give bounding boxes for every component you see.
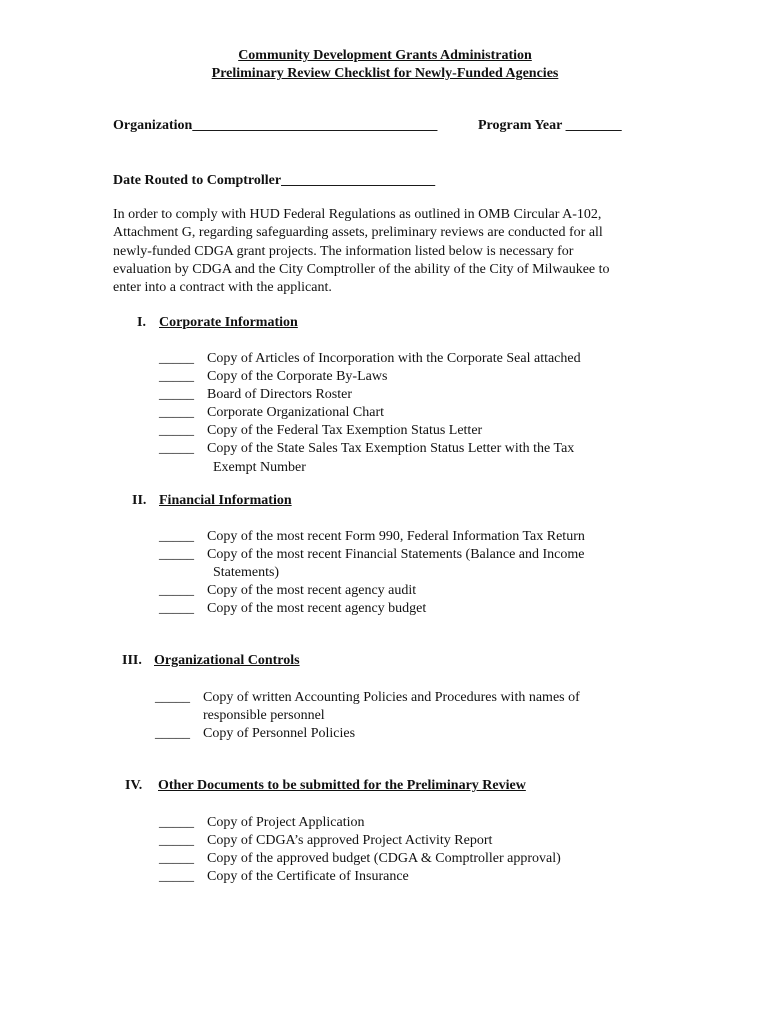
section-title: Corporate Information [159,315,298,330]
title-line-1: Community Development Grants Administration [238,48,532,63]
section-items-financial [159,528,585,618]
check-blank[interactable]: _____ [159,583,194,599]
item-text: Copy of Project Application [207,815,365,830]
check-blank[interactable]: _____ [159,833,194,849]
checklist-item[interactable] [159,528,585,546]
checklist-item[interactable] [159,386,581,404]
program-year-field[interactable]: Program Year ________ [478,118,622,133]
checklist-item[interactable] [159,422,581,440]
date-routed-field[interactable]: Date Routed to Comptroller______________________ [113,173,436,188]
checklist-item[interactable] [159,546,585,564]
item-text: Copy of Articles of Incorporation with the Corporate Seal attached [207,351,581,366]
section-number: II. [132,493,147,508]
check-blank[interactable]: _____ [159,815,194,830]
check-blank[interactable]: _____ [159,851,194,867]
check-blank[interactable]: _____ [159,529,194,544]
item-text: Copy of written Accounting Policies and Procedures with names of [203,690,580,705]
item-text: Copy of the most recent agency audit [207,583,417,599]
checklist-item[interactable] [159,368,581,386]
check-blank[interactable]: _____ [159,601,194,617]
check-blank[interactable]: _____ [159,441,194,457]
section-heading-controls [122,653,300,669]
checklist-item[interactable] [159,404,581,422]
item-text-continuation: Statements) [213,565,280,581]
checklist-item[interactable] [159,582,585,600]
section-number: IV. [125,778,143,793]
section-items-corporate [159,350,581,477]
item-text-continuation: responsible personnel [203,708,325,724]
check-blank[interactable]: _____ [159,369,194,385]
item-text: Copy of the Certificate of Insurance [207,869,409,885]
checklist-item[interactable] [159,350,581,368]
check-blank[interactable]: _____ [159,405,194,421]
checklist-item[interactable] [159,850,561,868]
section-title: Other Documents to be submitted for the Preliminary Review [158,778,526,793]
section-number: I. [137,315,146,330]
checklist-item[interactable] [155,689,580,707]
item-text: Copy of the most recent agency budget [207,601,427,617]
check-blank[interactable]: _____ [155,726,190,742]
section-items-controls [155,689,580,743]
organization-field[interactable]: Organization___________________________________ [113,118,438,133]
intro-line: newly-funded CDGA grant projects. The information listed below is necessary for [113,243,574,259]
intro-line: Attachment G, regarding safeguarding assets, preliminary reviews are conducted for all [113,225,603,241]
checklist-item[interactable] [159,440,581,458]
intro-paragraph [113,206,658,297]
intro-line: evaluation by CDGA and the City Comptroller of the ability of the City of Milwaukee to [113,261,610,277]
title-line-2: Preliminary Review Checklist for Newly-Funded Agencies [211,66,559,81]
document-title [0,47,770,83]
section-heading-financial [132,493,292,509]
section-number: III. [122,653,142,668]
checklist-item[interactable] [159,600,585,618]
section-items-other-documents [159,814,561,886]
check-blank[interactable]: _____ [159,423,194,439]
intro-line: In order to comply with HUD Federal Regulations as outlined in OMB Circular A-102, [113,207,602,222]
checklist-item[interactable] [159,814,561,832]
checklist-item[interactable] [159,868,561,886]
check-blank[interactable]: _____ [159,547,194,563]
item-text-continuation: Exempt Number [213,459,306,475]
item-text: Copy of the approved budget (CDGA & Comptroller approval) [207,851,561,867]
check-blank[interactable]: _____ [159,869,194,885]
section-title: Organizational Controls [154,653,300,668]
item-text: Copy of Personnel Policies [203,726,356,742]
check-blank[interactable]: _____ [159,387,194,403]
checklist-item[interactable] [159,832,561,850]
check-blank[interactable]: _____ [155,690,190,705]
section-heading-other-documents [125,778,526,794]
item-text: Copy of CDGA’s approved Project Activity Report [207,833,493,849]
item-text: Board of Directors Roster [207,387,353,403]
item-text: Copy of the State Sales Tax Exemption Status Letter with the Tax [207,441,575,457]
item-text: Copy of the Corporate By-Laws [207,369,388,385]
item-text: Copy of the most recent Financial Statements (Balance and Income [207,547,585,563]
section-heading-corporate [137,315,298,331]
check-blank[interactable]: _____ [159,351,194,366]
intro-line: enter into a contract with the applicant. [113,280,332,296]
checklist-item[interactable] [155,725,580,743]
item-text: Corporate Organizational Chart [207,405,385,421]
item-text: Copy of the most recent Form 990, Federal Information Tax Return [207,529,585,544]
item-text: Copy of the Federal Tax Exemption Status Letter [207,423,483,439]
section-title: Financial Information [159,493,292,508]
